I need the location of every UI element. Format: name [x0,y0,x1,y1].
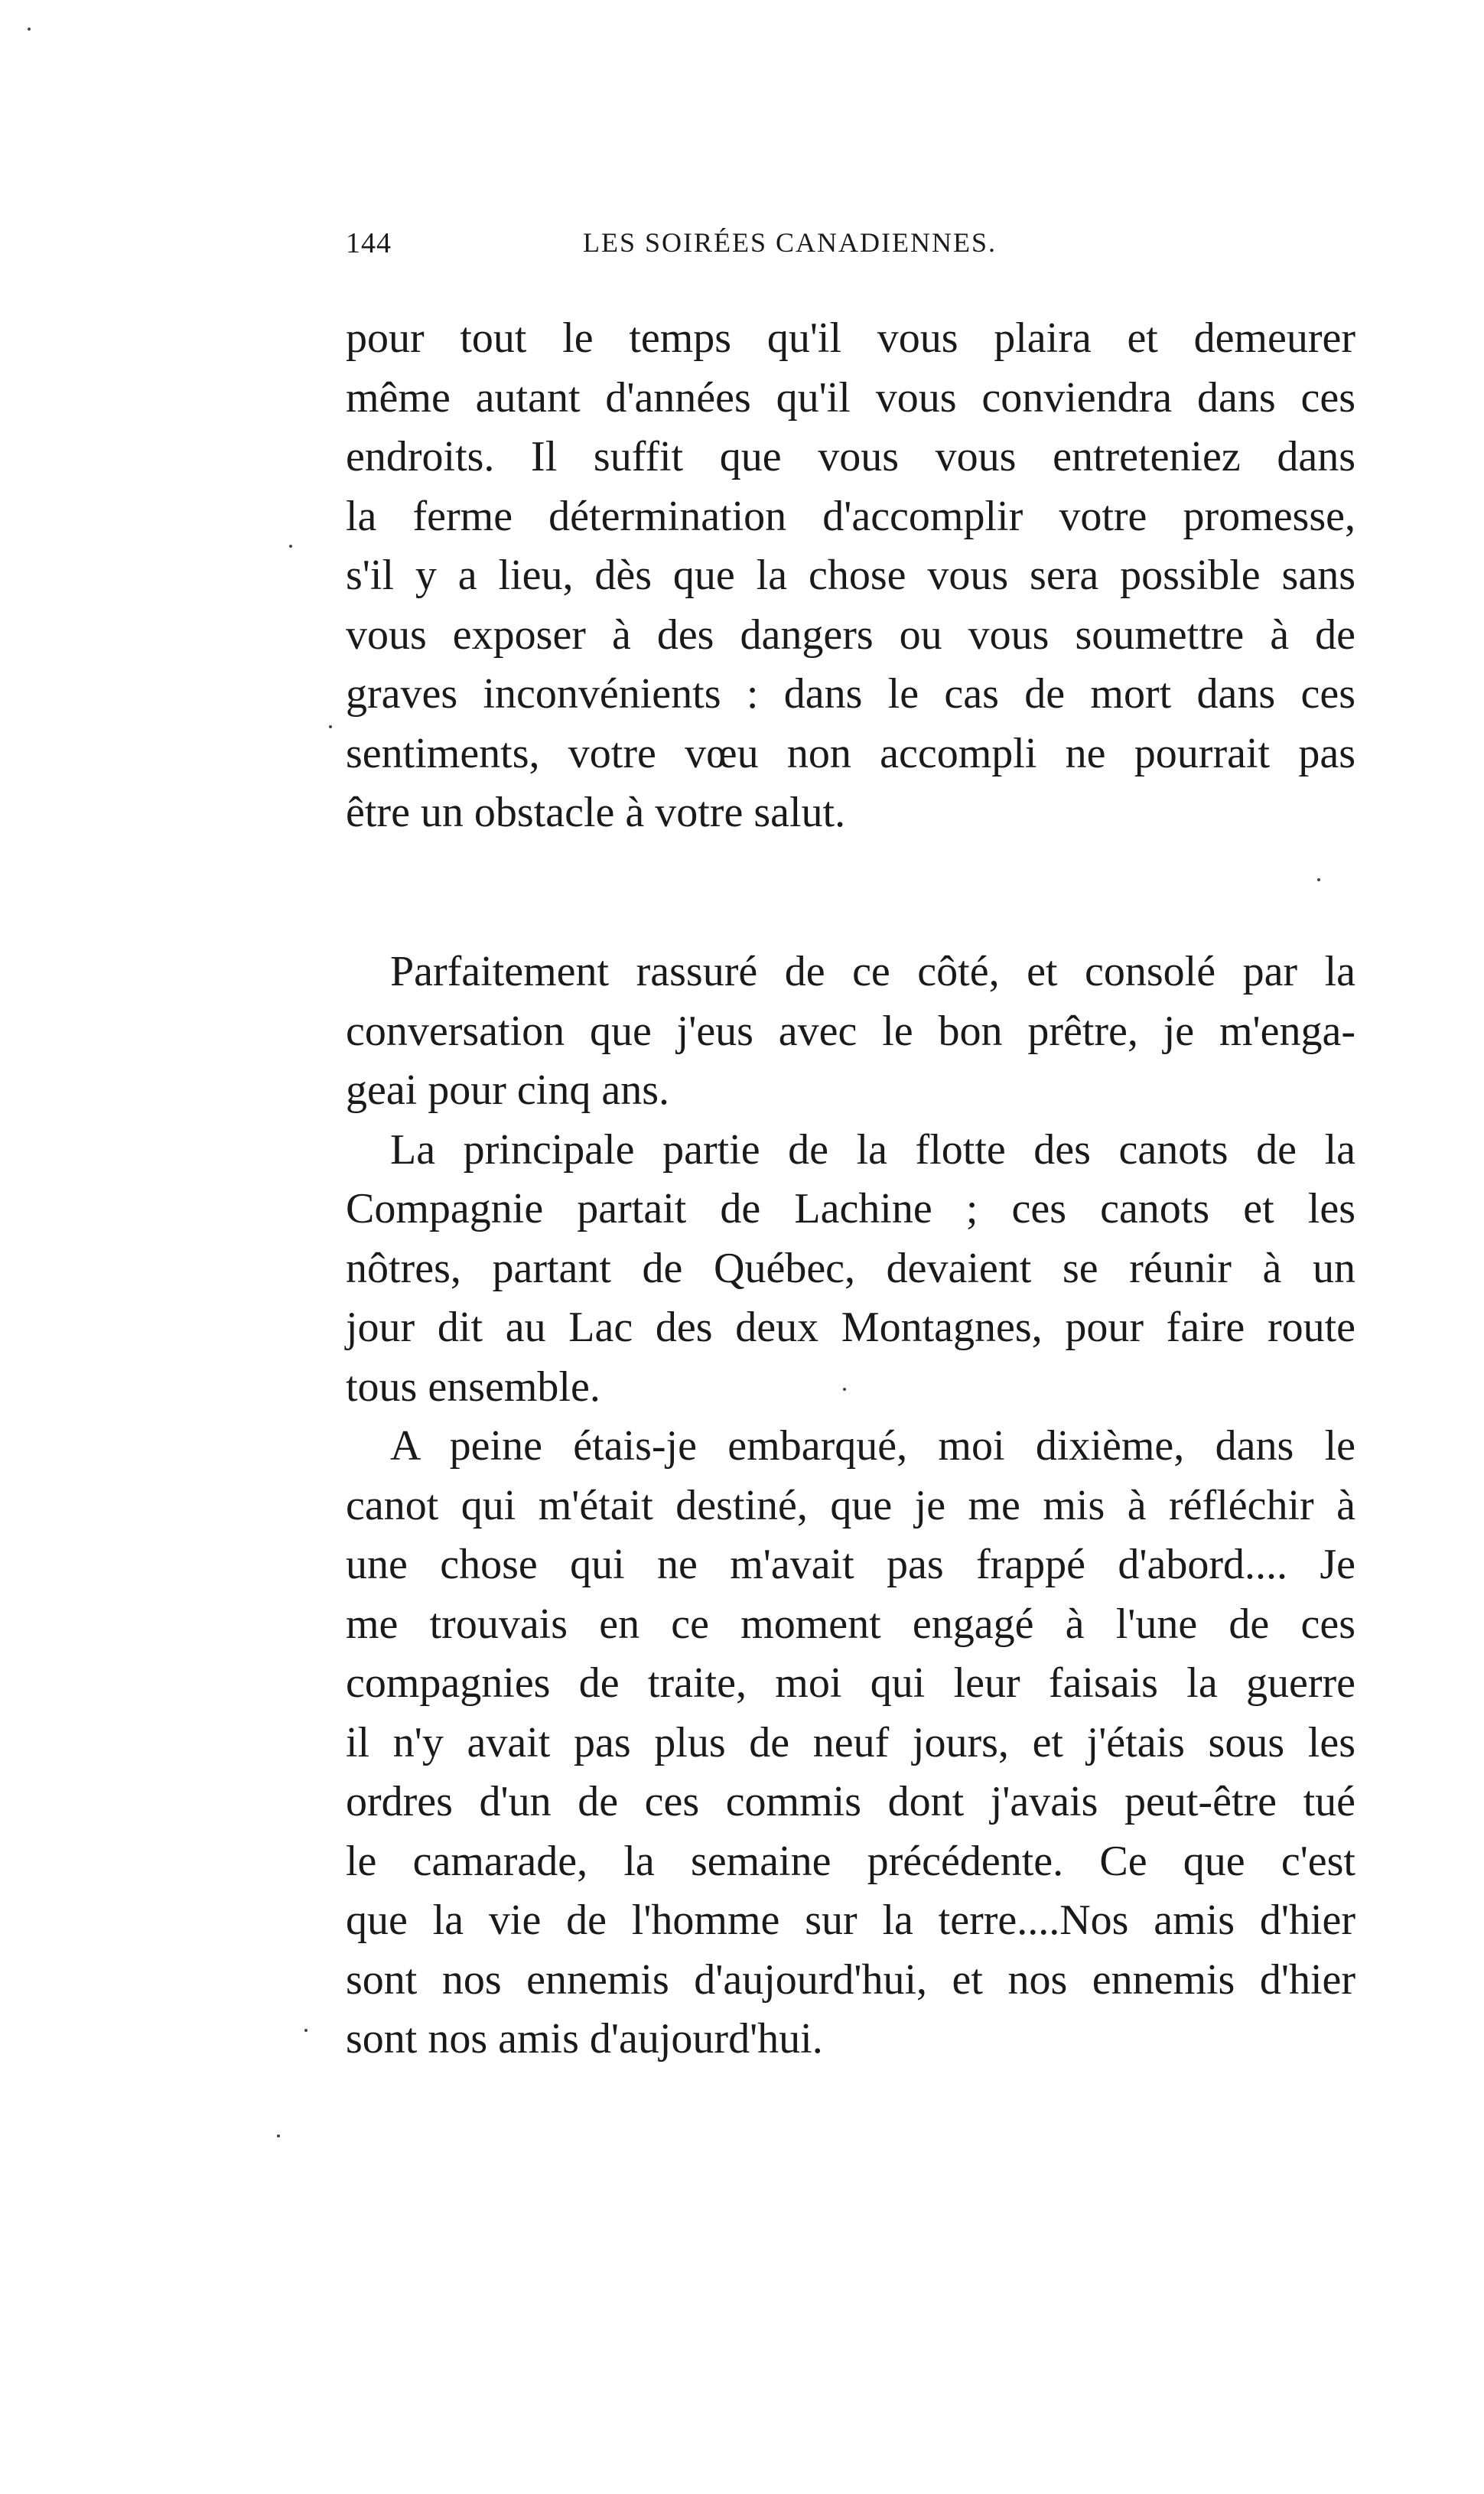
text-line: sont nos amis d'aujourd'hui. [346,2015,823,2063]
text-line: graves inconvénients : dans le cas de mort dans ces [346,670,1355,718]
text-line: A peine étais-je embarqué, moi dixième, dans le [390,1422,1355,1470]
text-line: la ferme détermination d'accomplir votre promesse, [346,492,1355,540]
text-line: ordres d'un de ces commis dont j'avais peut-être tué [346,1778,1355,1825]
text-line: une chose qui ne m'avait pas frappé d'abord.... Je [346,1541,1355,1588]
text-line: me trouvais en ce moment engagé à l'une de ces [346,1600,1355,1648]
paper-speck [304,2029,308,2032]
text-line: que la vie de l'homme sur la terre....Nos amis d'hier [346,1897,1355,1944]
text-line: s'il y a lieu, dès que la chose vous sera possible sans [346,552,1355,599]
text-line: canot qui m'était destiné, que je me mis à réfléchir à [346,1481,1355,1529]
paper-speck [28,28,31,31]
text-line: jour dit au Lac des deux Montagnes, pour faire route [346,1304,1355,1351]
main-text [346,943,1355,2069]
text-line: le camarade, la semaine précédente. Ce que c'est [346,1837,1355,1885]
text-line: sont nos ennemis d'aujourd'hui, et nos ennemis d'hier [346,1955,1355,2004]
text-line: pour tout le temps qu'il vous plaira et demeurer [346,314,1355,362]
text-line: endroits. Il suffit que vous vous entreteniez dans [346,433,1355,480]
text-line: geai pour cinq ans. [346,1066,669,1114]
text-line: compagnies de traite, moi qui leur faisais la guerre [346,1659,1355,1707]
text-line: Compagnie partait de Lachine ; ces canots et les [346,1185,1355,1232]
paper-speck [329,725,332,728]
text-line: être un obstacle à votre salut. [346,789,846,836]
text-line: sentiments, votre vœu non accompli ne pourrait pas [346,729,1355,777]
paper-speck [843,1388,846,1391]
text-line: conversation que j'eus avec le bon prêtre, je m'enga- [346,1007,1355,1055]
text-line: Parfaitement rassuré de ce côté, et consolé par la [390,948,1355,995]
page-header [346,226,1355,272]
text-line: nôtres, partant de Québec, devaient se réunir à un [346,1244,1355,1292]
text-line: vous exposer à des dangers ou vous soumettre à de [346,610,1355,659]
page-number: 144 [346,227,392,259]
paper-speck [277,2134,280,2137]
paper-speck [1317,878,1320,881]
paper-speck [289,545,292,548]
text-line: il n'y avait pas plus de neuf jours, et j'étais sous les [346,1718,1355,1766]
text-line: même autant d'années qu'il vous conviendra dans ces [346,373,1355,422]
running-title: LES SOIRÉES CANADIENNES. [583,227,997,258]
text-line: La principale partie de la flotte des canots de la [390,1125,1355,1174]
paragraph-continued [346,309,1355,843]
text-line: tous ensemble. [346,1363,600,1411]
